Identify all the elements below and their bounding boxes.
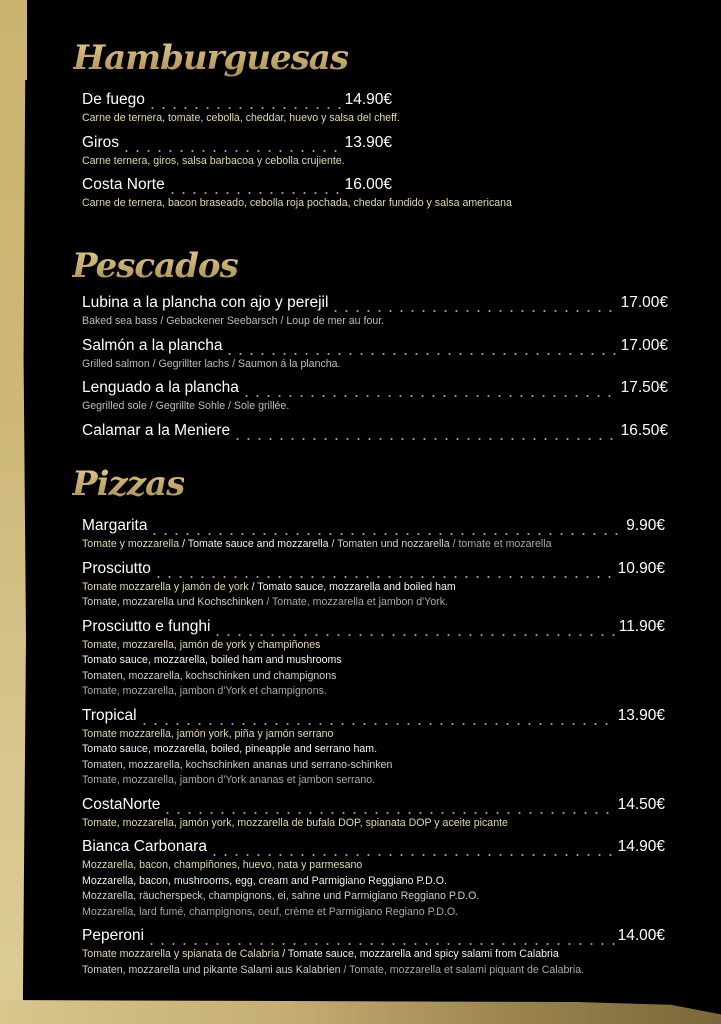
item-description (82, 905, 665, 921)
gold-border-bottom (0, 1000, 721, 1024)
dot-leader (241, 377, 619, 399)
item-description (82, 947, 665, 963)
item-description (82, 684, 665, 700)
description-segment: Tomato sauce, mozzarella, boiled ham and mushrooms (82, 654, 342, 666)
description-segment: / Tomate, mozzarella et jambon d'York. (266, 596, 448, 608)
item-name: Salmón a la plancha (82, 336, 223, 354)
item-description (82, 742, 665, 758)
item-description (82, 727, 665, 743)
menu-item (82, 377, 668, 415)
description-segment: / Tomate, mozzarella et salami piquant de Calabria. (343, 963, 585, 976)
item-name: Giros (82, 133, 120, 151)
item-price: 9.90€ (626, 517, 665, 534)
menu-item (82, 132, 392, 170)
item-price: 13.90€ (344, 133, 392, 151)
menu-item (82, 558, 665, 611)
item-name: Costa Norte (82, 176, 165, 193)
item-description (82, 816, 665, 832)
section-title-pescados: Pescados (72, 246, 238, 286)
menu-item-row (82, 174, 392, 196)
dot-leader (167, 174, 343, 196)
menu-item (82, 89, 400, 127)
item-price: 14.90€ (617, 838, 665, 855)
menu-item-row (82, 335, 668, 357)
description-segment: Carne ternera, giros, salsa barbacoa y cebolla crujiente. (82, 154, 345, 167)
dot-leader (232, 420, 618, 442)
menu-item-row (82, 925, 665, 947)
item-name: Calamar a la Meniere (82, 421, 231, 439)
dot-leader (224, 335, 618, 357)
menu-item-row (82, 616, 665, 638)
description-segment: Tomaten, mozzarella und pikante Salami aus Kalabrien (82, 963, 344, 976)
item-description (82, 638, 665, 654)
dot-leader (149, 515, 624, 537)
item-description (82, 889, 665, 905)
item-description (82, 580, 665, 596)
item-price: 14.50€ (617, 795, 665, 813)
description-segment: Baked sea bass / Gebackener Seebarsch / Loup de mer au four. (82, 315, 385, 327)
description-segment: Tomate, mozzarella, jambon d'York et champignons. (82, 685, 327, 697)
item-description (82, 399, 668, 415)
description-segment: Tomato sauce, mozzarella, boiled, pineapple and serrano ham. (82, 743, 378, 755)
dot-leader (330, 292, 618, 314)
item-description (82, 858, 665, 874)
section-hamburguesas (82, 89, 512, 217)
menu-item (82, 420, 668, 442)
item-name: Lenguado a la plancha (82, 379, 239, 396)
dot-leader (146, 925, 616, 947)
item-description (82, 537, 665, 553)
description-segment: / tomate et mozarella (452, 538, 552, 550)
menu-item (82, 616, 665, 700)
item-description (82, 653, 665, 669)
item-name: Prosciutto (82, 559, 151, 577)
menu-item (82, 515, 665, 553)
menu-item (82, 335, 668, 373)
menu-item-row (82, 515, 665, 537)
menu-item-row (82, 836, 665, 858)
dot-leader (121, 132, 343, 154)
item-price: 10.90€ (617, 559, 665, 577)
menu-item (82, 836, 665, 920)
item-price: 17.00€ (620, 336, 668, 354)
item-price: 16.00€ (344, 176, 392, 193)
description-segment: Mozzarella, bacon, mushrooms, egg, cream and Parmigiano Reggiano P.D.O. (82, 874, 447, 887)
description-segment: Tomaten, mozzarella, kochschinken ananas und serrano-schinken (82, 758, 393, 771)
menu-item (82, 705, 665, 789)
description-segment: Mozzarella, lard fumé, champignons, oeuf, crème et Parmigiano Regiano P.D.O. (82, 905, 459, 918)
item-price: 17.50€ (620, 379, 668, 396)
description-segment: Tomate, mozzarella, jamón york, mozzarella de bufala DOP, spianata DOP y aceite picante (82, 816, 508, 829)
item-price: 16.50€ (620, 421, 668, 439)
item-name: Bianca Carbonara (82, 838, 207, 855)
description-segment: Mozzarella, bacon, champiñones, huevo, nata y parmesano (82, 859, 363, 871)
menu-item (82, 292, 668, 330)
description-segment: Mozzarella, räucherspeck, champignons, ei, sahne und Parmigiano Reggiano P.D.O. (82, 890, 480, 902)
menu-item (82, 174, 512, 212)
item-name: CostaNorte (82, 795, 161, 813)
menu-item-row (82, 705, 665, 727)
item-price: 14.90€ (344, 91, 392, 108)
item-name: Peperoni (82, 927, 145, 944)
description-segment: Tomate mozzarella y jamón de york (82, 580, 252, 593)
item-description (82, 357, 668, 373)
menu-item-row (82, 377, 668, 399)
description-segment: Gegrilled sole / Gegrillte Sohle / Sole grillée. (82, 400, 290, 412)
item-description (82, 963, 665, 979)
description-segment: Tomate mozzarella y spianata de Calabria (82, 948, 283, 960)
dot-leader (212, 616, 616, 638)
item-description (82, 314, 668, 330)
dot-leader (139, 705, 616, 727)
item-price: 14.00€ (617, 927, 665, 944)
item-description (82, 669, 665, 685)
description-segment: / Tomate sauce and mozzarella (182, 538, 332, 550)
description-segment: Carne de ternera, tomate, cebolla, cheddar, huevo y salsa del cheff. (82, 112, 400, 124)
item-price: 17.00€ (620, 294, 668, 311)
description-segment: Tomate mozzarella, jamón york, piña y jamón serrano (82, 727, 334, 740)
item-description (82, 196, 512, 212)
menu-item (82, 794, 665, 832)
item-name: Prosciutto e funghi (82, 617, 211, 635)
description-segment: Grilled salmon / Gegrillter lachs / Saumon á la plancha. (82, 357, 341, 370)
gold-border-left (0, 0, 27, 1024)
dot-leader (209, 836, 616, 858)
item-description (82, 758, 665, 774)
item-description (82, 595, 665, 611)
dot-leader (147, 89, 343, 111)
item-price: 11.90€ (618, 617, 665, 635)
description-segment: Carne de ternera, bacon braseado, cebolla roja pochada, chedar fundido y salsa americana (82, 197, 512, 209)
item-price: 13.90€ (617, 706, 665, 724)
menu-item-row (82, 420, 668, 442)
item-description (82, 874, 665, 890)
menu-item-row (82, 132, 392, 154)
item-name: Lubina a la plancha con ajo y perejil (82, 294, 329, 311)
menu-item-row (82, 794, 665, 816)
item-description (82, 111, 400, 127)
menu-item-row (82, 292, 668, 314)
item-name: De fuego (82, 91, 145, 108)
description-segment: Tomate, mozzarella, jambon d'York ananas et jambon serrano. (82, 774, 376, 786)
description-segment: Tomate, mozzarella, jamón de york y champiñones (82, 638, 321, 651)
description-segment: / Tomato sauce, mozzarella and boiled ham (251, 580, 456, 593)
description-segment: Tomaten, mozzarella, kochschinken und champignons (82, 669, 337, 682)
item-description (82, 773, 665, 789)
section-pescados (82, 292, 668, 447)
dot-leader (153, 558, 616, 580)
description-segment: / Tomaten und nozzarella (331, 538, 453, 550)
item-name: Tropical (82, 706, 137, 724)
dot-leader (162, 794, 615, 816)
description-segment: Tomate y mozzarella (82, 538, 183, 550)
menu-item-row (82, 89, 392, 111)
section-title-pizzas: Pizzas (72, 464, 185, 504)
description-segment: Tomate, mozzarella und Kochschinken (82, 596, 267, 608)
section-pizzas (82, 515, 665, 983)
section-title-hamburguesas: Hamburguesas (73, 38, 348, 78)
item-name: Margarita (82, 517, 148, 534)
menu-item-row (82, 558, 665, 580)
menu-item (82, 925, 665, 978)
item-description (82, 154, 392, 170)
description-segment: / Tomate sauce, mozzarella and spicy salami from Calabria (282, 948, 559, 960)
